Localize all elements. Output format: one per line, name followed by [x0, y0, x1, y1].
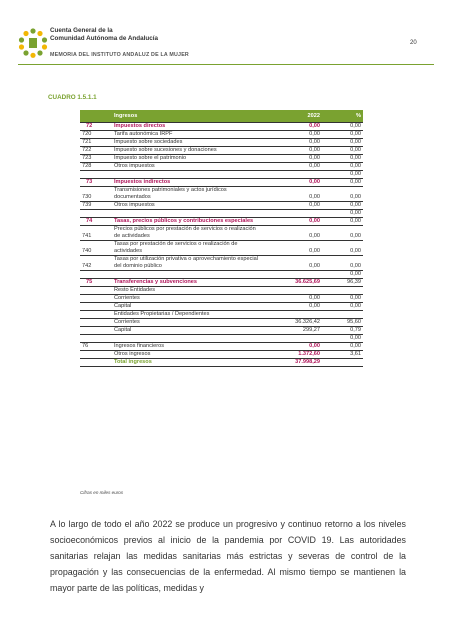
table-row [80, 295, 363, 303]
table-row [80, 303, 363, 311]
table-row [80, 163, 363, 171]
row-percent: 0,00 [322, 202, 363, 210]
row-value: 0,00 [262, 163, 322, 171]
row-value: 0,00 [262, 147, 322, 155]
row-concept: Entidades Propietarias / Dependientes [112, 311, 262, 319]
row-code [80, 351, 112, 359]
row-percent: 0,00 [322, 218, 363, 226]
row-concept [112, 210, 262, 218]
row-concept: Resto Entidades [112, 287, 262, 295]
document-subtitle: MEMORIA DEL INSTITUTO ANDALUZ DE LA MUJER [50, 52, 189, 58]
row-code [80, 271, 112, 279]
row-percent: 0,00 [322, 163, 363, 171]
row-concept: Capital [112, 303, 262, 311]
row-value: 299,27 [262, 327, 322, 335]
row-code: 75 [80, 279, 112, 287]
row-value: 0,00 [262, 139, 322, 147]
table-row [80, 271, 363, 279]
organization-name [50, 27, 158, 42]
row-percent: 95,60 [322, 319, 363, 327]
row-percent [322, 311, 363, 319]
row-value: 0,00 [262, 218, 322, 226]
row-percent: 0,00 [322, 335, 363, 343]
row-concept: Corrientes [112, 319, 262, 327]
row-percent: 0,00 [322, 179, 363, 187]
row-concept: Total ingresos [112, 359, 262, 367]
table-row [80, 256, 363, 271]
row-percent: 0,00 [322, 295, 363, 303]
row-value [262, 271, 322, 279]
row-concept: Impuestos indirectos [112, 179, 262, 187]
page-number: 20 [410, 40, 417, 46]
row-code: 739 [80, 202, 112, 210]
row-code: 721 [80, 139, 112, 147]
row-percent: 0,00 [322, 131, 363, 139]
table-row [80, 202, 363, 210]
row-value: 0,00 [262, 131, 322, 139]
header-divider [18, 64, 434, 65]
row-code: 72 [80, 123, 112, 131]
row-code: 742 [80, 256, 112, 271]
row-percent: 0,00 [322, 241, 363, 256]
row-value: 1.372,60 [262, 351, 322, 359]
org-line-2: Comunidad Autónoma de Andalucía [50, 34, 158, 42]
row-concept: Otros impuestos [112, 163, 262, 171]
row-code: 73 [80, 179, 112, 187]
body-paragraph: A lo largo de todo el año 2022 se produce un progresivo y continuo retorno a los niveles socioeconómicos previos al inicio de la pandemia por COVID 19. Las autoridades sanitarias relajan las medidas sanitarias más estrictas y severas de control de la propagación y las consecuencias de la enfermedad. Al mismo tiempo se mantienen la mayor parte de las políticas, medidas y [50, 519, 406, 593]
row-value [262, 335, 322, 343]
org-line-1: Cuenta General de la [50, 27, 113, 34]
row-percent: 0,00 [322, 147, 363, 155]
row-value: 36.326,42 [262, 319, 322, 327]
row-value [262, 210, 322, 218]
table-row [80, 147, 363, 155]
row-concept: Transferencias y subvenciones [112, 279, 262, 287]
row-percent: 0,00 [322, 123, 363, 131]
row-concept: Corrientes [112, 295, 262, 303]
row-code: 741 [80, 226, 112, 241]
table-caption: CUADRO 1.5.1.1 [48, 94, 97, 101]
row-concept: Tarifa autonómica IRPF [112, 131, 262, 139]
row-percent [322, 359, 363, 367]
row-value: 0,00 [262, 179, 322, 187]
table-row [80, 319, 363, 327]
row-concept [112, 171, 262, 179]
row-percent [322, 287, 363, 295]
row-code [80, 327, 112, 335]
row-code: 76 [80, 343, 112, 351]
table-row [80, 327, 363, 335]
table-row [80, 210, 363, 218]
row-percent: 0,00 [322, 139, 363, 147]
row-value: 0,00 [262, 295, 322, 303]
row-percent: 0,00 [322, 171, 363, 179]
income-table [80, 110, 363, 367]
table-row [80, 279, 363, 287]
row-concept: Tasas por prestación de servicios o realización de actividades [112, 241, 262, 256]
row-concept: Capital [112, 327, 262, 335]
row-concept: Ingresos financieros [112, 343, 262, 351]
row-value: 0,00 [262, 303, 322, 311]
table-row [80, 131, 363, 139]
table-row [80, 359, 363, 367]
table-header-row [80, 110, 363, 123]
table-row [80, 311, 363, 319]
table-row [80, 155, 363, 163]
row-code [80, 295, 112, 303]
row-code [80, 335, 112, 343]
row-concept: Tasas por utilización privativa o aprovechamiento especial del dominio público [112, 256, 262, 271]
row-value [262, 311, 322, 319]
table-row [80, 171, 363, 179]
row-code [80, 171, 112, 179]
header-percent: % [322, 110, 363, 123]
row-value: 37.998,29 [262, 359, 322, 367]
table-row [80, 351, 363, 359]
row-code: 720 [80, 131, 112, 139]
row-value [262, 171, 322, 179]
row-concept: Otros impuestos [112, 202, 262, 210]
row-value: 0,00 [262, 187, 322, 202]
row-percent: 0,00 [322, 303, 363, 311]
row-percent: 3,61 [322, 351, 363, 359]
row-value: 0,00 [262, 343, 322, 351]
row-percent: 96,39 [322, 279, 363, 287]
table-row [80, 218, 363, 226]
row-value: 0,00 [262, 256, 322, 271]
junta-andalucia-logo-icon [18, 28, 48, 58]
row-value: 0,00 [262, 241, 322, 256]
table-row [80, 123, 363, 131]
table-row [80, 241, 363, 256]
row-percent: 0,00 [322, 210, 363, 218]
table-note: Cifras en miles euros [80, 490, 124, 495]
row-code: 730 [80, 187, 112, 202]
table-row [80, 139, 363, 147]
table-row [80, 287, 363, 295]
row-concept: Impuesto sobre sociedades [112, 139, 262, 147]
row-value: 0,00 [262, 226, 322, 241]
row-concept: Otros ingresos [112, 351, 262, 359]
row-value: 0,00 [262, 155, 322, 163]
row-code [80, 359, 112, 367]
row-code [80, 287, 112, 295]
row-code: 74 [80, 218, 112, 226]
row-concept: Impuesto sobre el patrimonio [112, 155, 262, 163]
header-year: 2022 [262, 110, 322, 123]
row-percent: 0,00 [322, 256, 363, 271]
row-concept [112, 271, 262, 279]
row-code [80, 303, 112, 311]
row-concept [112, 335, 262, 343]
row-code: 740 [80, 241, 112, 256]
row-concept: Transmisiones patrimoniales y actos jurídicos documentados [112, 187, 262, 202]
row-code: 728 [80, 163, 112, 171]
row-code [80, 311, 112, 319]
row-code: 722 [80, 147, 112, 155]
table-row [80, 226, 363, 241]
row-percent: 0,00 [322, 187, 363, 202]
row-concept: Impuesto sobre sucesiones y donaciones [112, 147, 262, 155]
row-concept: Precios públicos por prestación de servicios o realización de actividades [112, 226, 262, 241]
row-concept: Impuestos directos [112, 123, 262, 131]
row-percent: 0,00 [322, 155, 363, 163]
table-row [80, 187, 363, 202]
row-value: 0,00 [262, 202, 322, 210]
row-percent: 0,00 [322, 226, 363, 241]
row-value: 36.625,69 [262, 279, 322, 287]
row-percent: 0,00 [322, 271, 363, 279]
row-value: 0,00 [262, 123, 322, 131]
row-code [80, 319, 112, 327]
header-code [80, 110, 112, 123]
row-value [262, 287, 322, 295]
row-code: 723 [80, 155, 112, 163]
table-row [80, 179, 363, 187]
row-concept: Tasas, precios públicos y contribuciones especiales [112, 218, 262, 226]
row-code [80, 210, 112, 218]
header-concept: Ingresos [112, 110, 262, 123]
table-row [80, 343, 363, 351]
table-row [80, 335, 363, 343]
row-percent: 0,79 [322, 327, 363, 335]
row-percent: 0,00 [322, 343, 363, 351]
